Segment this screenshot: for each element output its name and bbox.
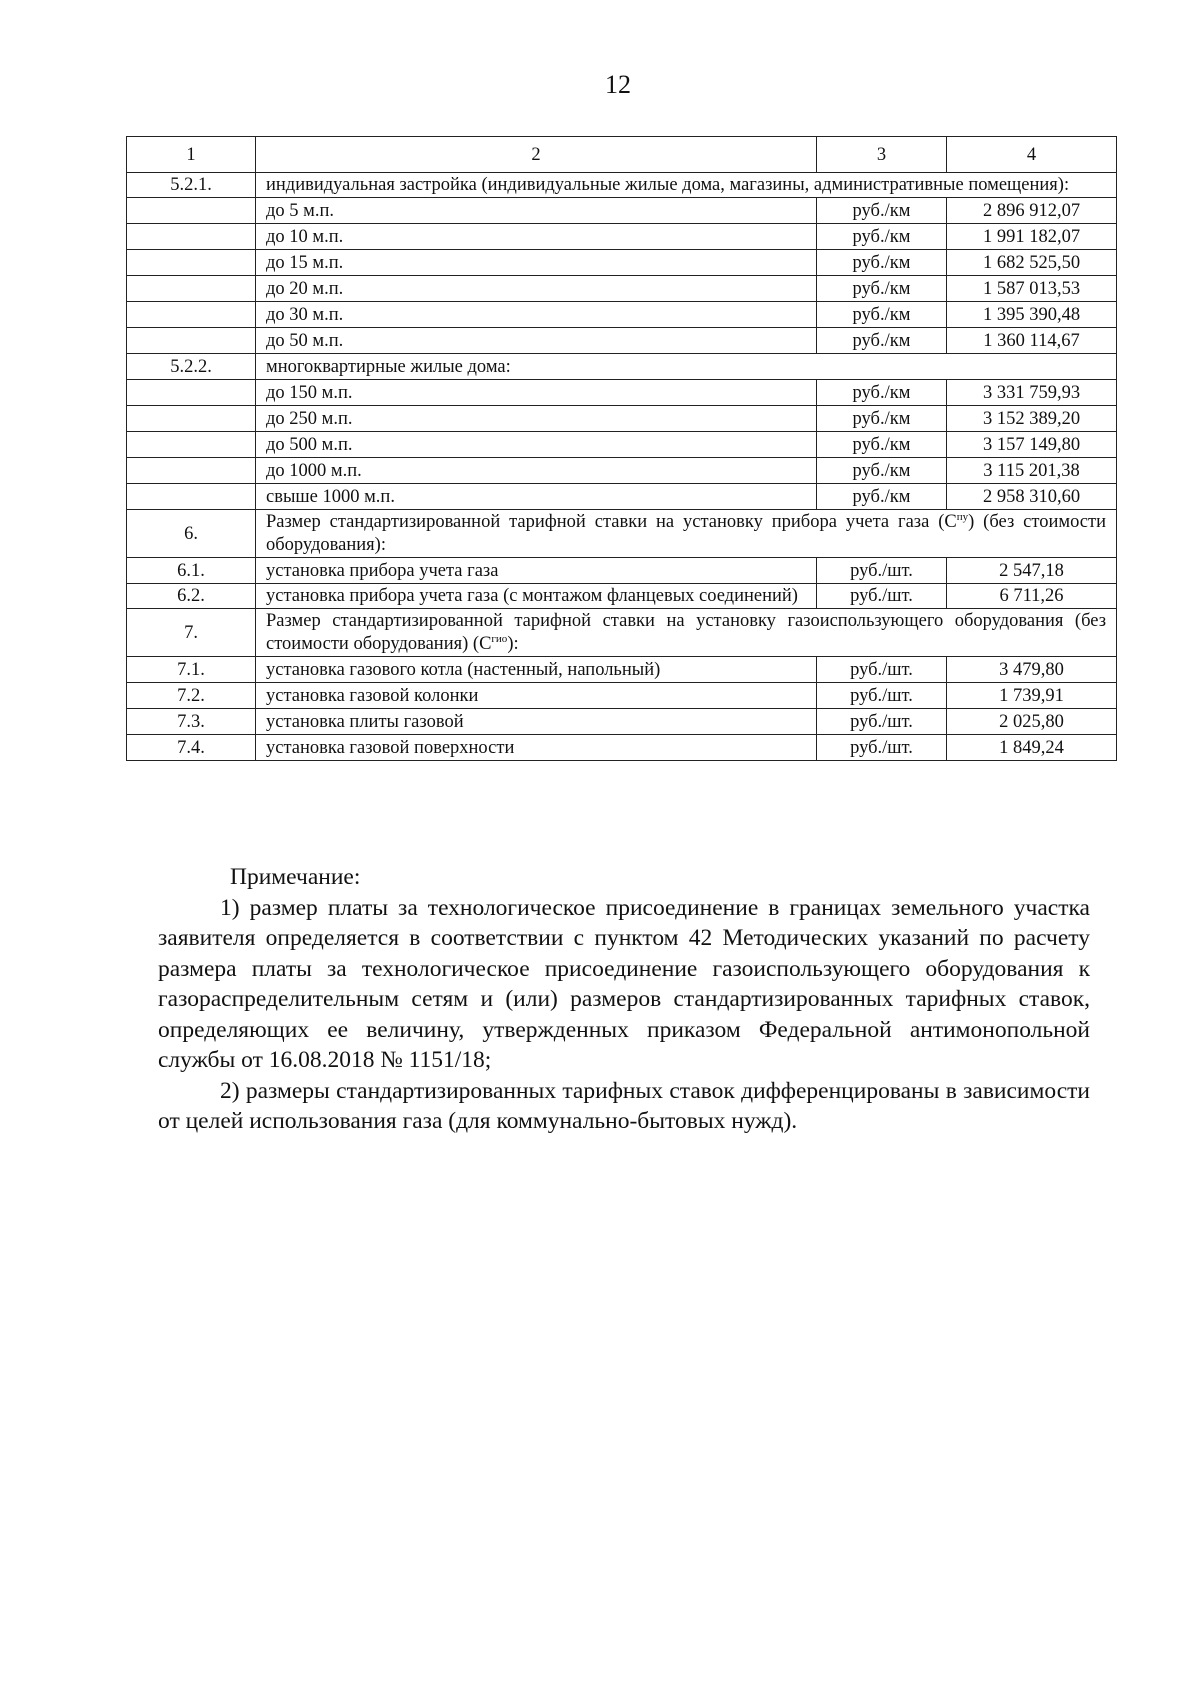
row-unit: руб./км xyxy=(817,276,947,302)
row-unit: руб./шт. xyxy=(817,584,947,609)
row-description: установка прибора учета газа xyxy=(256,558,817,584)
section-row-5-2-2 xyxy=(127,354,1117,380)
section-title: многоквартирные жилые дома: xyxy=(256,354,1117,380)
section-title: Размер стандартизированной тарифной ставки на установку газоиспользующего оборудования (без стоимости оборудования) $(С^{гио})$: xyxy=(256,609,1117,657)
section-row-6 xyxy=(127,510,1117,558)
row-value: 2 896 912,07 xyxy=(947,198,1117,224)
row-unit: руб./шт. xyxy=(817,683,947,709)
row-number: 7.3. xyxy=(127,709,256,735)
row-unit: руб./шт. xyxy=(817,735,947,761)
row-unit: руб./км xyxy=(817,458,947,484)
row-description: установка газового котла (настенный, напольный) xyxy=(256,657,817,683)
table-header-row xyxy=(127,137,1117,173)
column-header: 3 xyxy=(817,137,947,173)
row-value: 1 991 182,07 xyxy=(947,224,1117,250)
notes-section xyxy=(158,862,1090,1137)
row-number: 5.2.2. xyxy=(127,354,256,380)
table-row xyxy=(127,328,1117,354)
row-description: установка газовой поверхности xyxy=(256,735,817,761)
row-unit: руб./шт. xyxy=(817,657,947,683)
row-number: 6. xyxy=(127,510,256,558)
row-value: 3 157 149,80 xyxy=(947,432,1117,458)
row-description: до 500 м.п. xyxy=(256,432,817,458)
row-number: 6.1. xyxy=(127,558,256,584)
column-header: 2 xyxy=(256,137,817,173)
row-value: 1 395 390,48 xyxy=(947,302,1117,328)
table-row xyxy=(127,198,1117,224)
row-value: 2 958 310,60 xyxy=(947,484,1117,510)
row-value: 3 152 389,20 xyxy=(947,406,1117,432)
row-number: 6.2. xyxy=(127,584,256,609)
row-number: 7.2. xyxy=(127,683,256,709)
section-title: индивидуальная застройка (индивидуальные жилые дома, магазины, административные помещения): xyxy=(256,173,1117,198)
row-description: до 50 м.п. xyxy=(256,328,817,354)
table-row xyxy=(127,458,1117,484)
table-row xyxy=(127,683,1117,709)
row-description: до 1000 м.п. xyxy=(256,458,817,484)
column-header: 1 xyxy=(127,137,256,173)
row-unit: руб./км xyxy=(817,328,947,354)
column-header: 4 xyxy=(947,137,1117,173)
row-unit: руб./шт. xyxy=(817,709,947,735)
row-description: свыше 1000 м.п. xyxy=(256,484,817,510)
row-description: до 20 м.п. xyxy=(256,276,817,302)
table-row xyxy=(127,558,1117,584)
row-unit: руб./км xyxy=(817,380,947,406)
row-value: 3 115 201,38 xyxy=(947,458,1117,484)
section-row-7 xyxy=(127,609,1117,657)
row-description: до 10 м.п. xyxy=(256,224,817,250)
notes-title: Примечание: xyxy=(230,864,361,890)
row-value: 3 479,80 xyxy=(947,657,1117,683)
tariff-table xyxy=(126,136,1117,761)
table-row xyxy=(127,584,1117,609)
note-item-1: 1) размер платы за технологическое присоединение в границах земельного участка заявителя определяется в соответствии с пунктом 42 Методических указаний по расчету размера платы за технологическое присоединение газоиспользующего оборудования к газораспределительным сетям и (или) размеров стандартизированных тарифных ставок, определяющих ее величину, утвержденных приказом Федеральной антимонопольной службы от 16.08.2018 № 1151/18; xyxy=(158,894,1090,1073)
table-row xyxy=(127,250,1117,276)
row-value: 1 682 525,50 xyxy=(947,250,1117,276)
table-row xyxy=(127,484,1117,510)
row-value: 1 587 013,53 xyxy=(947,276,1117,302)
section-row-5-2-1 xyxy=(127,173,1117,198)
row-unit: руб./км xyxy=(817,484,947,510)
table-row xyxy=(127,735,1117,761)
table-row xyxy=(127,406,1117,432)
row-description: установка плиты газовой xyxy=(256,709,817,735)
row-unit: руб./км xyxy=(817,302,947,328)
row-value: 1 849,24 xyxy=(947,735,1117,761)
row-value: 6 711,26 xyxy=(947,584,1117,609)
table-row xyxy=(127,380,1117,406)
table-row xyxy=(127,657,1117,683)
table-row xyxy=(127,709,1117,735)
row-value: 2 547,18 xyxy=(947,558,1117,584)
row-number: 7. xyxy=(127,609,256,657)
row-number: 5.2.1. xyxy=(127,173,256,198)
row-description: установка газовой колонки xyxy=(256,683,817,709)
table-row xyxy=(127,432,1117,458)
row-unit: руб./км xyxy=(817,224,947,250)
row-unit: руб./км xyxy=(817,432,947,458)
row-number: 7.1. xyxy=(127,657,256,683)
row-value: 1 360 114,67 xyxy=(947,328,1117,354)
row-description: до 5 м.п. xyxy=(256,198,817,224)
row-description: до 15 м.п. xyxy=(256,250,817,276)
row-value: 2 025,80 xyxy=(947,709,1117,735)
row-value: 1 739,91 xyxy=(947,683,1117,709)
row-unit: руб./км xyxy=(817,198,947,224)
section-title: Размер стандартизированной тарифной ставки на установку прибора учета газа $(С^{пу})$ (без стоимости оборудования): xyxy=(256,510,1117,558)
row-unit: руб./км xyxy=(817,406,947,432)
row-description: до 150 м.п. xyxy=(256,380,817,406)
row-number: 7.4. xyxy=(127,735,256,761)
row-unit: руб./км xyxy=(817,250,947,276)
page-number: 12 xyxy=(605,70,631,99)
row-description: установка прибора учета газа (с монтажом фланцевых соединений) xyxy=(256,584,817,609)
row-description: до 30 м.п. xyxy=(256,302,817,328)
row-description: до 250 м.п. xyxy=(256,406,817,432)
row-value: 3 331 759,93 xyxy=(947,380,1117,406)
table-row xyxy=(127,302,1117,328)
table-row xyxy=(127,224,1117,250)
row-unit: руб./шт. xyxy=(817,558,947,584)
note-item-2: 2) размеры стандартизированных тарифных ставок дифференцированы в зависимости от целей использования газа (для коммунально-бытовых нужд). xyxy=(158,1077,1090,1134)
table-row xyxy=(127,276,1117,302)
